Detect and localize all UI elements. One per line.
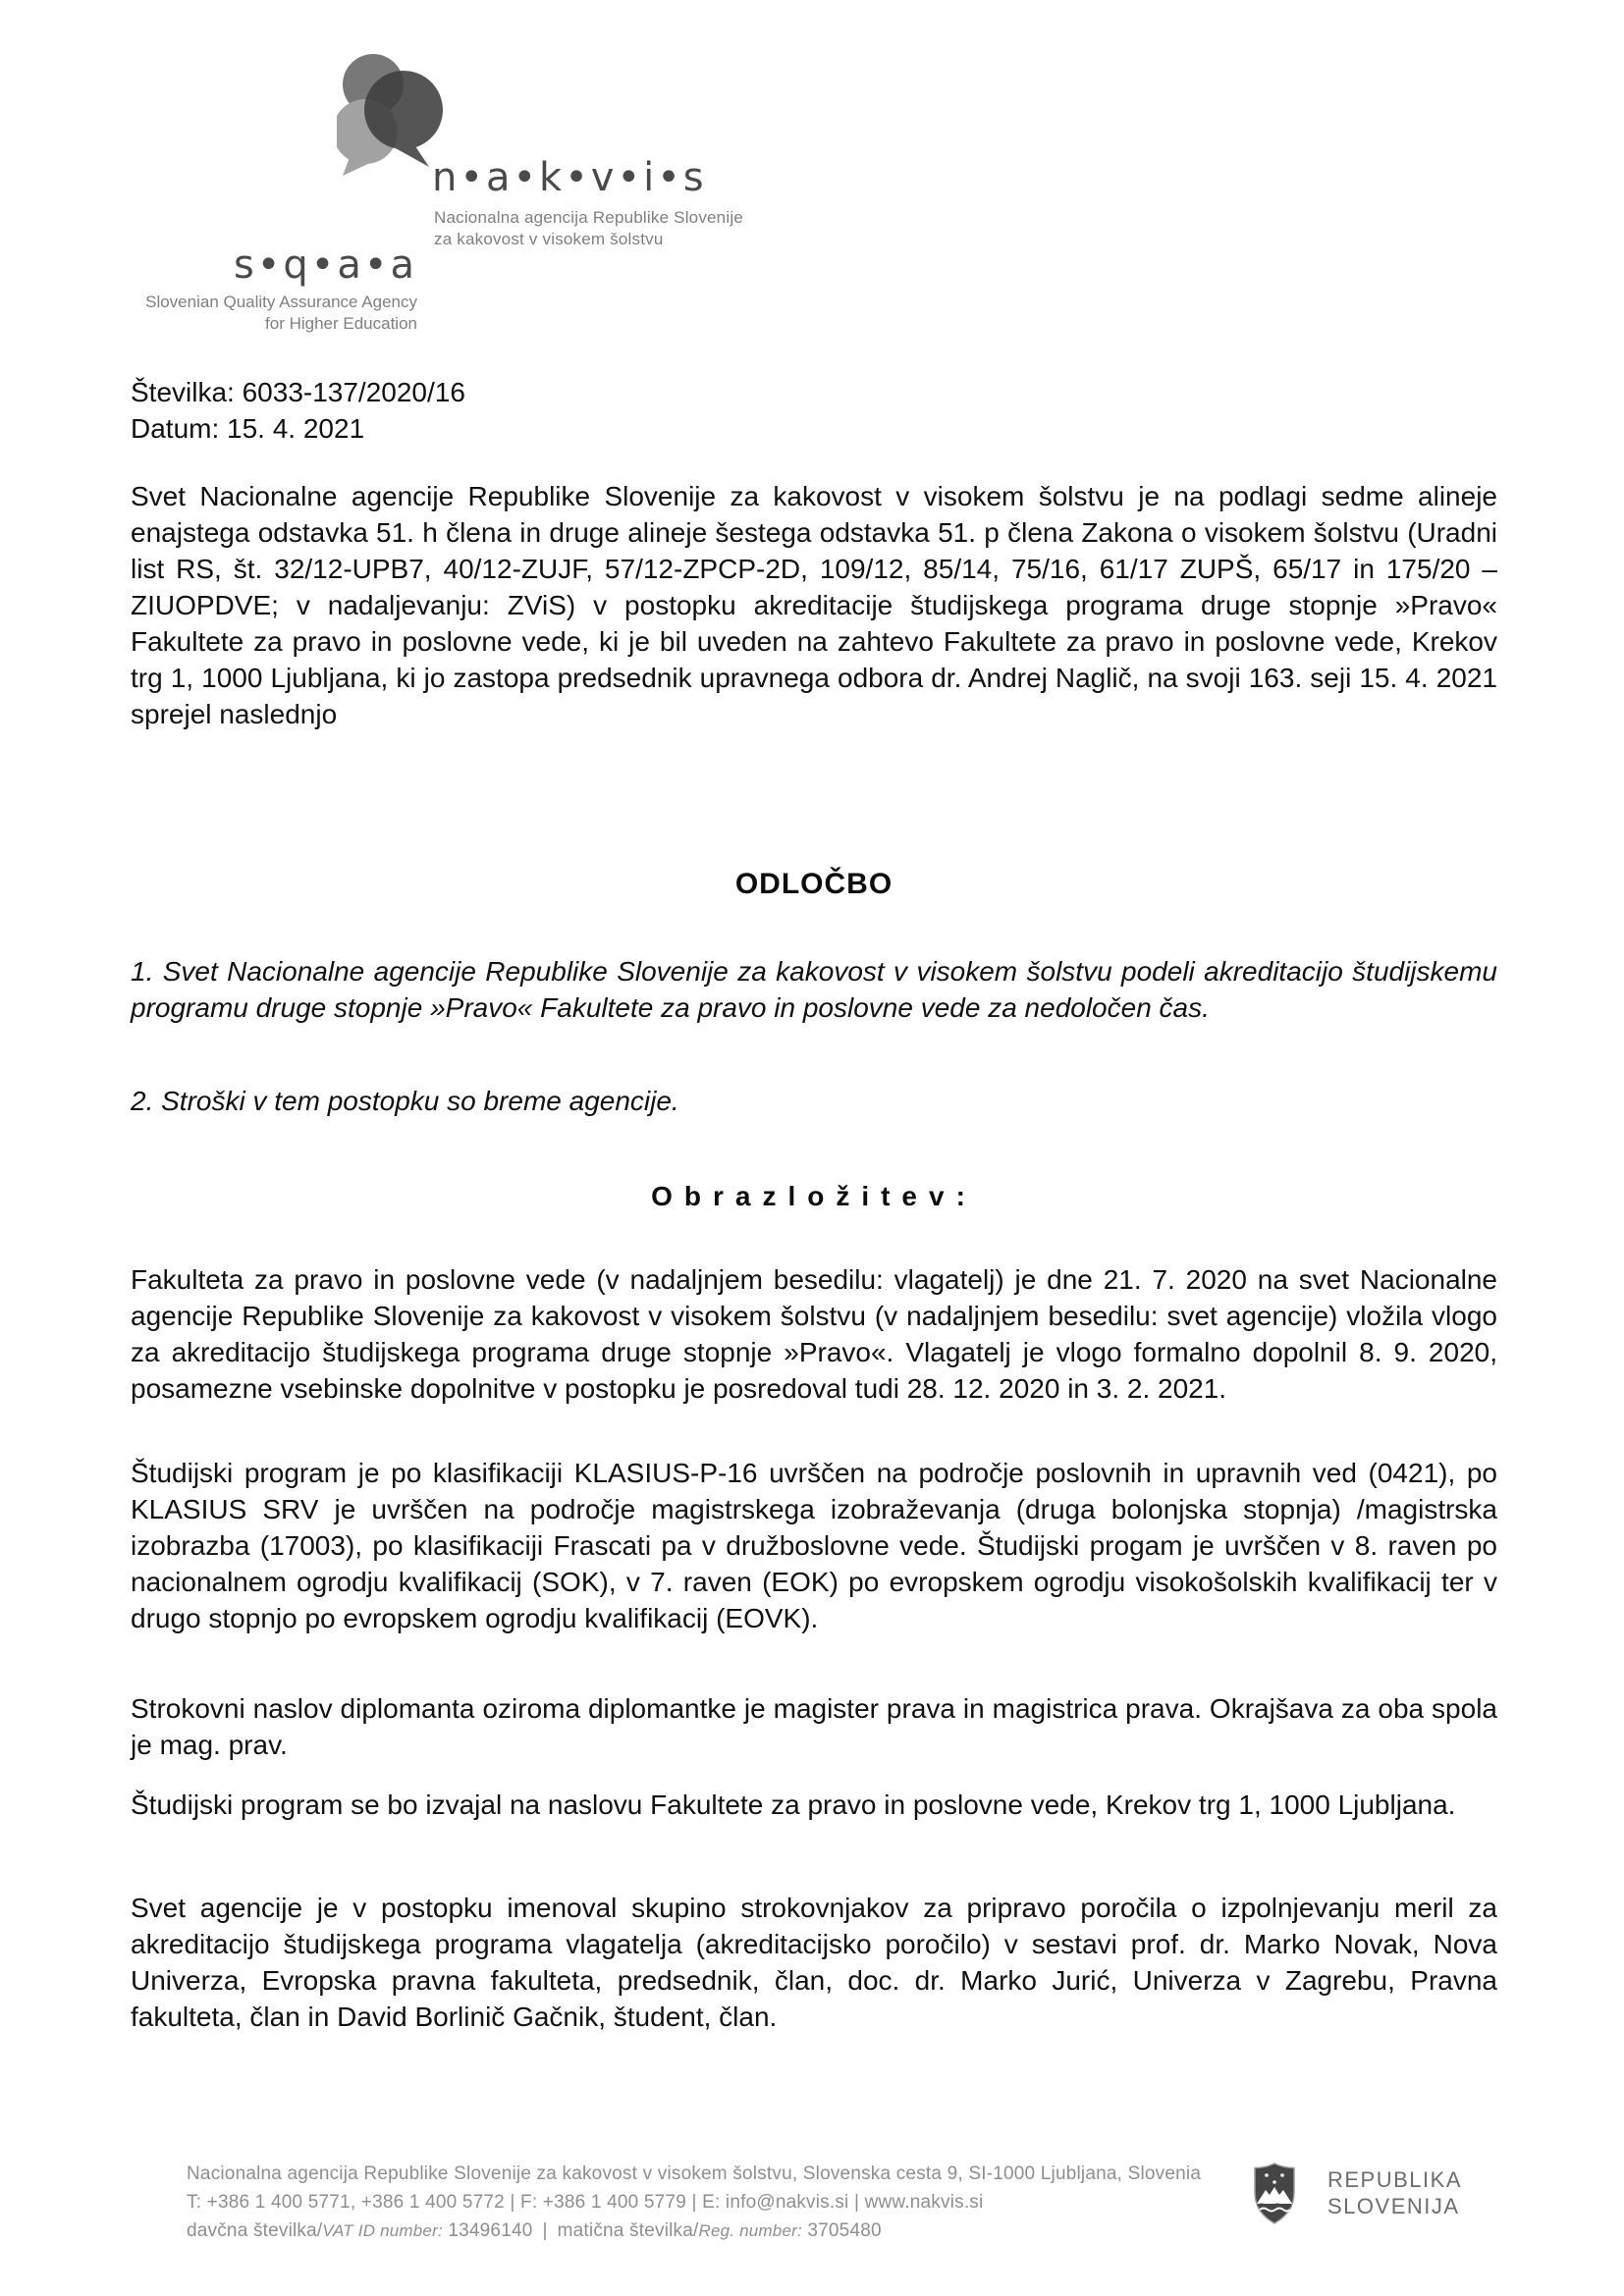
explanation-paragraph: Študijski program je po klasifikaciji KLASIUS-P-16 uvrščen na področje poslovnih in upravnih ved (0421), po KLASIUS SRV je uvrščen na področje magistrskega izobraževanja (druga bolonjska stopnja) /magistrska izobrazba (17003), po klasifikaciji Frascati pa v družboslovne vede. Študijski progam je uvrščen v 8. raven po nacionalnem ogrodju kvalifikacij (SOK), v 7. raven (EOK) po evropskem ogrodju visokošolskih kvalifikacij ter v drugo stopnjo po evropskem ogrodju kvalifikacij (EOVK). [131,1458,1497,1633]
footer-phone-email-line: T: +386 1 400 5771, +386 1 400 5772 | F: +386 1 400 5779 | E: info@nakvis.si | www.nakvis.si [187,2192,984,2213]
footer-separator: | [542,2220,548,2241]
explanation-paragraph: Svet agencije je v postopku imenoval skupino strokovnjakov za pripravo poročila o izpolnjevanju meril za akreditacijo študijskega programa vlagatelja (akreditacijsko poročilo) v sestavi prof. dr. Marko Novak, Nova Univerza, Evropska pravna fakulteta, predsednik, član, doc. dr. Marko Jurić, Univerza v Zagrebu, Pravna fakulteta, član in David Borlinič Gačnik, študent, član. [131,1893,1497,2032]
intro-paragraph: Svet Nacionalne agencije Republike Slovenije za kakovost v visokem šolstvu je na podlagi sedme alineje enajstega odstavka 51. h člena in druge alineje šestega odstavka 51. p člena Zakona o visokem šolstvu (Uradni list RS, št. 32/12-UPB7, 40/12-ZUJF, 57/12-ZPCP-2D, 109/12, 85/14, 75/16, 61/17 ZUPŠ, 65/17 in 175/20 – ZIUOPDVE; v nadaljevanju: ZViS) v postopku akreditacije študijskega programa druge stopnje »Pravo« Fakultete za pravo in poslovne vede, ki je bil uveden na zahtevo Fakultete za pravo in poslovne vede, Krekov trg 1, 1000 Ljubljana, ki jo zastopa predsednik upravnega odbora dr. Andrej Naglič, na svoji 163. seji 15. 4. 2021 sprejel naslednjo [131,481,1497,729]
vat-value: 13496140 [448,2220,533,2241]
vat-label-sl: davčna številka/ [187,2220,323,2241]
decision-item-2: 2. Stroški v tem postopku so breme agencije. [131,1086,679,1116]
sqaa-wordmark: s•q•a•a [233,242,417,288]
document-number: Številka: 6033-137/2020/16 [131,377,465,407]
explanation-paragraph: Strokovni naslov diplomanta oziroma diplomantke je magister prava in magistrica prava. Okrajšava za oba spola je mag. prav. [131,1693,1497,1760]
decision-item-1: 1. Svet Nacionalne agencije Republike Slovenije za kakovost v visokem šolstvu podeli akreditacijo študijskemu programu druge stopnje »Pravo« Fakultete za pravo in poslovne vede za nedoločen čas. [131,956,1497,1023]
nakvis-subtitle-line1: Nacionalna agencija Republike Slovenije [434,208,743,227]
sqaa-subtitle-line1: Slovenian Quality Assurance Agency [145,293,417,311]
nakvis-speech-bubbles-logo-icon [337,45,445,188]
footer-address-line: Nacionalna agencija Republike Slovenije za kakovost v visokem šolstvu, Slovenska cesta 9, SI-1000 Ljubljana, Slovenia [187,2163,1202,2184]
explanation-paragraph: Študijski program se bo izvajal na naslovu Fakultete za pravo in poslovne vede, Krekov trg 1, 1000 Ljubljana. [131,1789,1456,1820]
document-meta [131,374,465,447]
document-date: Datum: 15. 4. 2021 [131,413,365,444]
nakvis-subtitle-line2: za kakovost v visokem šolstvu [434,230,664,248]
republic-of-slovenia-label [1327,2166,1462,2219]
slovenia-coat-of-arms-icon [1252,2163,1297,2225]
explanation-heading: Obrazložitev: [651,1181,977,1211]
reg-label-sl: matična številka/ [557,2220,699,2241]
reg-value: 3705480 [807,2220,882,2241]
decision-heading: ODLOČBO [734,868,893,900]
republic-label-line1: REPUBLIKA [1327,2167,1462,2192]
republic-label-line2: SLOVENIJA [1327,2194,1460,2218]
footer-registration-line [187,2216,1201,2245]
explanation-paragraph: Fakulteta za pravo in poslovne vede (v nadaljnjem besedilu: vlagatelj) je dne 21. 7. 2020 na svet Nacionalne agencije Republike Slovenije za kakovost v visokem šolstvu (v nadaljnjem besedilu: svet agencije) vložila vlogo za akreditacijo študijskega programa druge stopnje »Pravo«. Vlagatelj je vlogo formalno dopolnil 8. 9. 2020, posamezne vsebinske dopolnitve v postopku je posredoval tudi 28. 12. 2020 in 3. 2. 2021. [131,1264,1497,1404]
footer-contact-block [187,2160,1201,2245]
vat-label-en: VAT ID number: [322,2221,443,2240]
sqaa-subtitle-line2: for Higher Education [265,314,417,333]
reg-label-en: Reg. number: [698,2221,802,2240]
nakvis-wordmark: n•a•k•v•i•s [432,155,707,200]
